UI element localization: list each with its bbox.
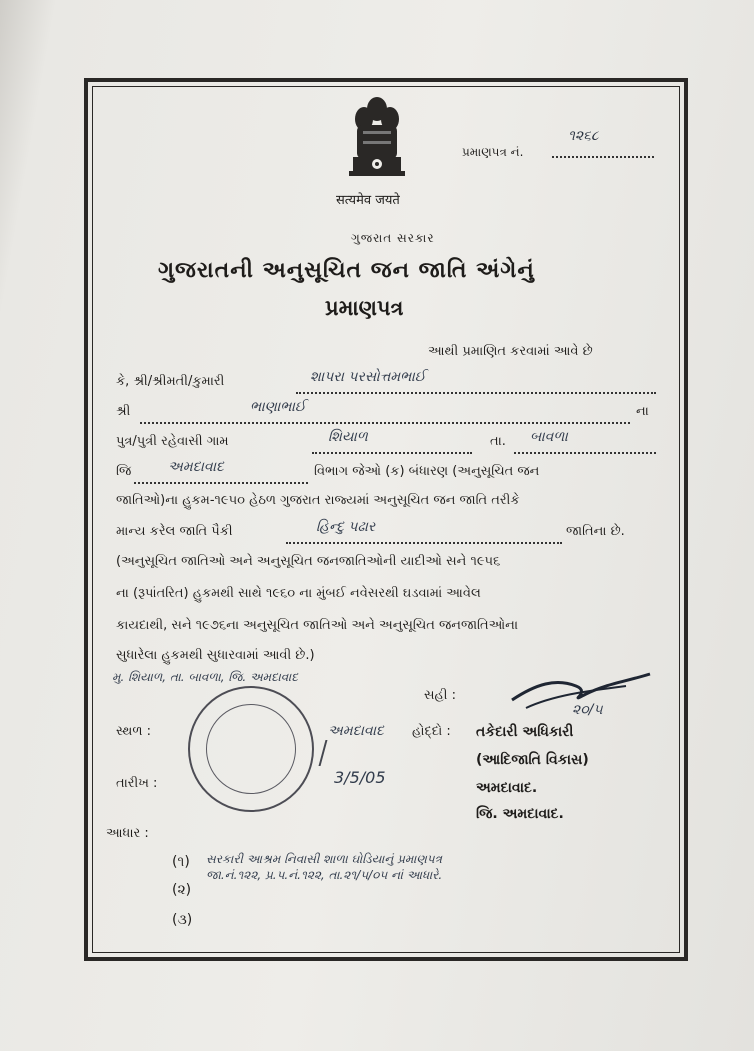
constitution-text: વિભાગ જેઓ (ક) બંધારણ (અનુસૂચિત જન <box>314 464 540 479</box>
certificate-number-value: ૧૨૬૮ <box>568 128 599 144</box>
office-line2: જિ. અમદાવાદ. <box>476 806 564 822</box>
caste-line <box>286 542 562 544</box>
signature-label: સહી : <box>424 688 457 703</box>
signature-note: ૨૦/૫ <box>572 702 603 718</box>
caste-name: હિન્દુ પઢાર <box>316 519 376 535</box>
father-label: શ્રી <box>116 404 131 419</box>
basis-2-number: (૨) <box>172 882 192 898</box>
residence-label: પુત્ર/પુત્રી રહેવાસી ગામ <box>116 434 229 449</box>
legal-note-line2: ના (રૂપાંતરિત) હુકમથી સાથે ૧૯૬૦ ના મુંબઈ નવેસરથી ઘડવામાં આવેલ <box>116 586 481 601</box>
district-label: જિ <box>116 464 132 479</box>
taluka-line <box>514 452 656 454</box>
place-label: સ્થળ : <box>116 724 152 739</box>
father-line <box>140 422 630 424</box>
taluka-label: તા. <box>490 434 506 449</box>
father-suffix: ના <box>636 404 649 419</box>
caste-label: માન્ય કરેલ જાતિ પૈકી <box>116 524 233 539</box>
order-text: જાતિઓ)ના હુકમ-૧૯૫૦ હેઠળ ગુજરાત રાજ્યમાં અનુસૂચિત જન જાતિ તરીકે <box>116 493 520 508</box>
certificate-number-label: પ્રમાણપત્ર નં. <box>462 145 524 159</box>
date-label: તારીખ : <box>116 776 158 791</box>
basis-label: આધાર : <box>106 826 149 841</box>
name-label: કે, શ્રી/શ્રીમતી/કુમારી <box>116 374 225 389</box>
legal-note-line3: કાયદાથી, સને ૧૯૭૬ના અનુસૂચિત જાતિઓ અને અનુસૂચિત જનજાતિઓના <box>116 618 519 633</box>
national-motto: सत्यमेव जयते <box>336 193 400 208</box>
person-name: શાપરા પરસોત્તમભાઈ <box>310 369 426 385</box>
basis-1-details: જા.નં.૧૨૨, પ્ર.પ.નં.૧૨૨, તા.૨૧/૫/૦૫ નાં આધારે. <box>206 868 443 882</box>
taluka-name: બાવળા <box>530 429 568 445</box>
name-line <box>296 392 656 394</box>
certificate-subtitle: પ્રમાણપત્ર <box>325 296 404 320</box>
official-seal-icon <box>188 686 314 812</box>
office-line1: અમદાવાદ. <box>476 780 538 796</box>
father-name: ભાણાભાઈ <box>250 399 306 415</box>
district-line <box>134 482 308 484</box>
village-line <box>312 452 472 454</box>
intro-text: આથી પ્રમાણિત કરવામાં આવે છે <box>428 344 593 359</box>
national-emblem-icon <box>347 95 407 187</box>
caste-suffix: જાતિના છે. <box>566 524 625 539</box>
designation-line2: (આદિજાતિ વિકાસ) <box>476 752 589 768</box>
village-name: શિયાળ <box>328 429 368 445</box>
basis-1-number: (૧) <box>172 854 190 870</box>
district-name: અમદાવાદ <box>168 459 224 475</box>
legal-note-line1: (અનુસૂચિત જાતિઓ અને અનુસૂચિત જનજાતિઓની યાદીઓ સને ૧૯૫૬ <box>116 554 501 569</box>
place-value: અમદાવાદ <box>328 723 384 739</box>
certificate-number-line <box>552 156 654 158</box>
legal-note-line4: સુધારેલા હુકમથી સુધારવામાં આવી છે.) <box>116 648 315 663</box>
government-name: ગુજરાત સરકાર <box>351 231 435 245</box>
certificate-border <box>84 78 688 961</box>
certificate-title: ગુજરાતની અનુસૂચિત જન જાતિ અંગેનું <box>158 258 535 283</box>
basis-1-text: સરકારી આશ્રમ નિવાસી શાળા ઘોડિયાનું પ્રમાણપત્ર <box>206 852 442 866</box>
date-value: 3/5/05 <box>334 768 386 787</box>
basis-3-number: (૩) <box>172 912 193 928</box>
designation-line1: તકેદારી અધિકારી <box>476 724 574 740</box>
designation-label: હોદ્દો : <box>412 724 451 739</box>
address-note: મુ. શિયાળ, તા. બાવળા, જિ. અમદાવાદ <box>112 670 298 684</box>
